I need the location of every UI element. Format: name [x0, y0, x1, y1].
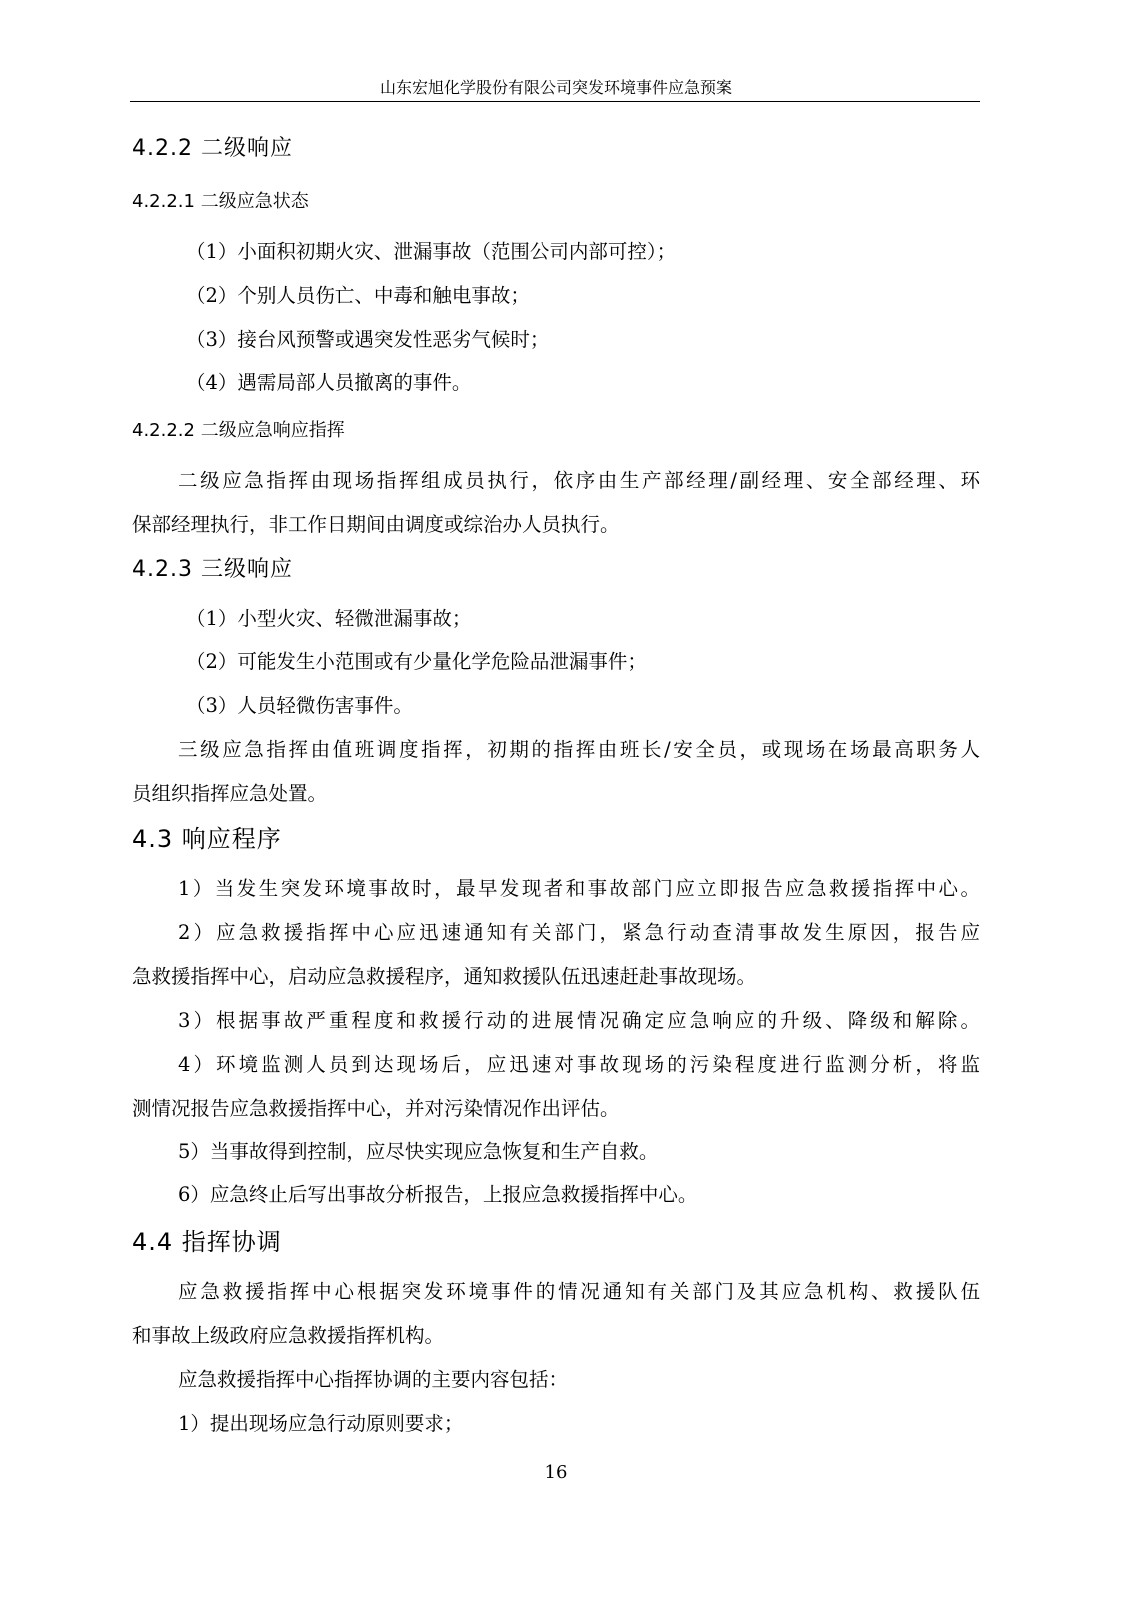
paragraph-line: 6）应急终止后写出事故分析报告，上报应急救援指挥中心。 [178, 1183, 698, 1206]
paragraph-line: 4）环境监测人员到达现场后，应迅速对事故现场的污染程度进行监测分析，将监 [178, 1053, 980, 1076]
paragraph-line: 应急救援指挥中心指挥协调的主要内容包括： [178, 1368, 569, 1391]
list-item: （1）小型火灾、轻微泄漏事故； [186, 607, 472, 630]
list-item: （4）遇需局部人员撤离的事件。 [186, 371, 472, 394]
paragraph-line: 3）根据事故严重程度和救援行动的进展情况确定应急响应的升级、降级和解除。 [178, 1009, 980, 1032]
header-divider [130, 101, 980, 102]
paragraph-line: 1）当发生突发环境事故时，最早发现者和事故部门应立即报告应急救援指挥中心。 [178, 877, 980, 900]
list-item: （3）人员轻微伤害事件。 [186, 694, 413, 717]
paragraph-line: 保部经理执行，非工作日期间由调度或综治办人员执行。 [132, 513, 620, 536]
list-item: （2）可能发生小范围或有少量化学危险品泄漏事件； [186, 650, 647, 673]
paragraph-line: 应急救援指挥中心根据突发环境事件的情况通知有关部门及其应急机构、救援队伍 [178, 1280, 980, 1303]
paragraph-line: 二级应急指挥由现场指挥组成员执行，依序由生产部经理/副经理、安全部经理、环 [178, 469, 980, 492]
list-item: （1）小面积初期火灾、泄漏事故（范围公司内部可控）； [186, 240, 677, 263]
paragraph-line: 和事故上级政府应急救援指挥机构。 [132, 1324, 445, 1347]
heading-4-2-2-2: 4.2.2.2 二级应急响应指挥 [132, 420, 345, 441]
list-item: （3）接台风预警或遇突发性恶劣气候时； [186, 328, 550, 351]
heading-4-3: 4.3 响应程序 [132, 825, 282, 853]
paragraph-line: 员组织指挥应急处置。 [132, 782, 328, 805]
paragraph-line: 5）当事故得到控制，应尽快实现应急恢复和生产自救。 [178, 1140, 659, 1163]
list-item: （2）个别人员伤亡、中毒和触电事故； [186, 284, 530, 307]
running-header: 山东宏旭化学股份有限公司突发环境事件应急预案 [379, 78, 732, 97]
heading-4-2-2: 4.2.2 二级响应 [132, 136, 293, 161]
heading-4-2-3: 4.2.3 三级响应 [132, 557, 293, 582]
heading-4-4: 4.4 指挥协调 [132, 1228, 282, 1256]
paragraph-line: 急救援指挥中心，启动应急救援程序，通知救援队伍迅速赶赴事故现场。 [132, 965, 757, 988]
paragraph-line: 2）应急救援指挥中心应迅速通知有关部门，紧急行动查清事故发生原因，报告应 [178, 921, 980, 944]
heading-4-2-2-1: 4.2.2.1 二级应急状态 [132, 191, 309, 212]
list-item: 1）提出现场应急行动原则要求； [178, 1412, 464, 1435]
paragraph-line: 测情况报告应急救援指挥中心，并对污染情况作出评估。 [132, 1097, 620, 1120]
paragraph-line: 三级应急指挥由值班调度指挥，初期的指挥由班长/安全员，或现场在场最高职务人 [178, 738, 980, 761]
page-number: 16 [544, 1462, 568, 1483]
